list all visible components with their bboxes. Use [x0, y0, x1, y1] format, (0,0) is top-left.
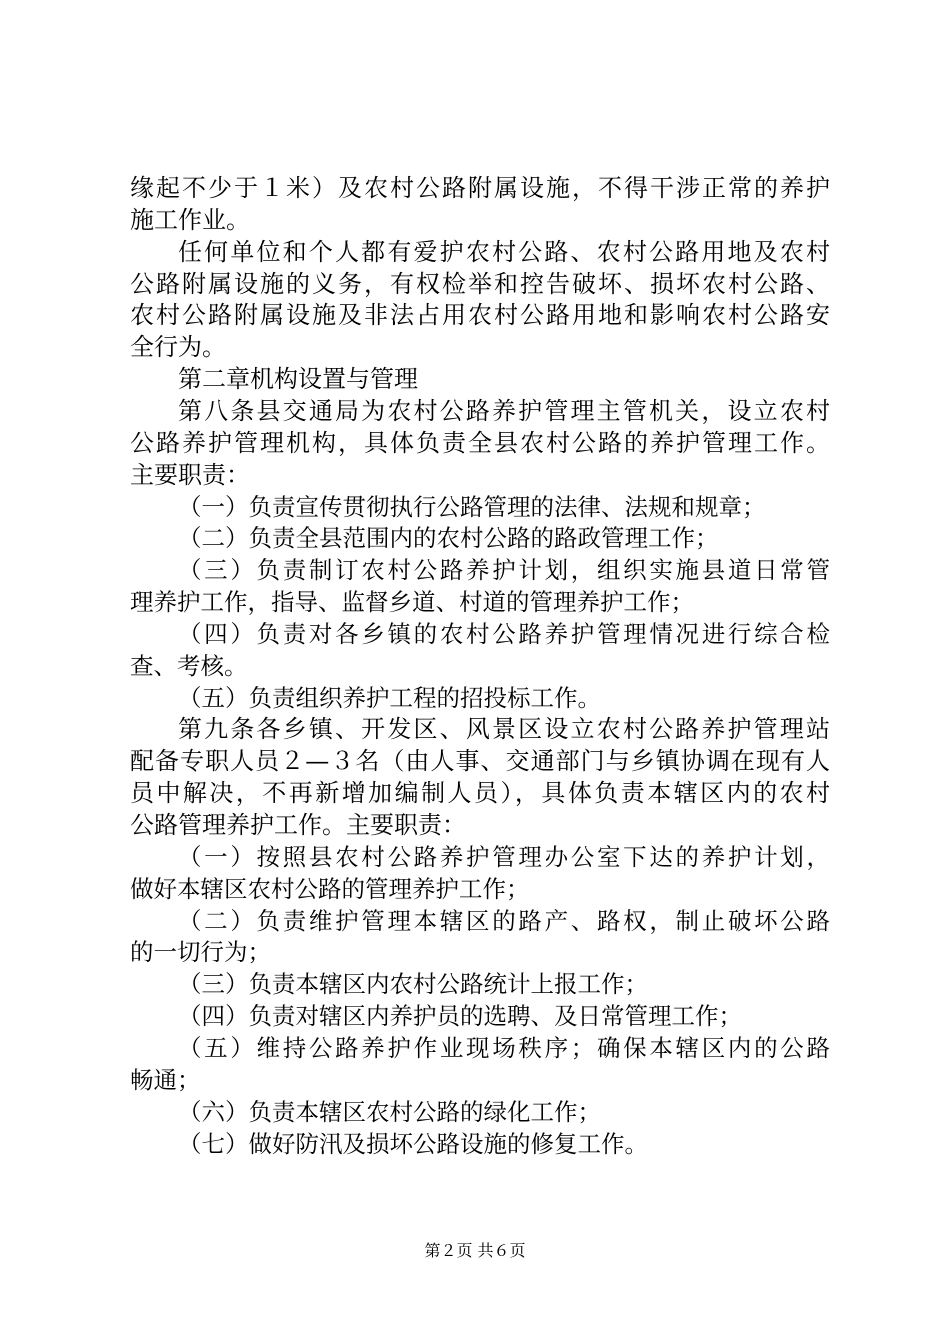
text-line: 缘起不少于１米）及农村公路附属设施，不得干涉正常的养护 [130, 174, 830, 202]
text-line: 农村公路附属设施及非法占用农村公路用地和影响农村公路安 [130, 301, 830, 330]
text-line: （五）负责组织养护工程的招投标工作。 [178, 683, 601, 712]
text-line: 员中解决，不再新增加编制人员），具体负责本辖区内的农村 [130, 779, 830, 808]
text-line: 公路管理养护工作。主要职责： [130, 811, 466, 839]
text-line: 第九条各乡镇、开发区、风景区设立农村公路养护管理站 [178, 715, 830, 744]
text-line: 的一切行为； [130, 938, 271, 967]
text-line: （四）负责对辖区内养护员的选聘、及日常管理工作； [178, 1002, 742, 1031]
text-line: 任何单位和个人都有爱护农村公路、农村公路用地及农村 [178, 237, 830, 266]
text-line: 全行为。 [130, 333, 226, 362]
text-line: 公路附属设施的义务，有权检举和控告破坏、损坏农村公路、 [130, 269, 830, 298]
text-line: 畅通； [130, 1065, 201, 1094]
text-line: 理养护工作，指导、监督乡道、村道的管理养护工作； [130, 588, 694, 617]
text-line: 主要职责： [130, 460, 250, 489]
text-line: （一）负责宣传贯彻执行公路管理的法律、法规和规章； [178, 492, 766, 521]
text-line: 配备专职人员２—３名（由人事、交通部门与乡镇协调在现有人 [130, 747, 830, 776]
text-line: （四）负责对各乡镇的农村公路养护管理情况进行综合检 [178, 619, 830, 648]
text-line: 施工作业。 [130, 205, 250, 234]
text-line: 查、考核。 [130, 651, 248, 680]
text-line: 做好本辖区农村公路的管理养护工作； [130, 874, 530, 903]
text-line: （六）负责本辖区农村公路的绿化工作； [178, 1097, 601, 1126]
text-line: 公路养护管理机构，具体负责全县农村公路的养护管理工作。 [130, 428, 830, 457]
page-footer: 第２页 共６页 [424, 1241, 526, 1260]
text-line: （二）负责维护管理本辖区的路产、路权，制止破坏公路 [178, 906, 830, 935]
text-line: （三）负责本辖区内农村公路统计上报工作； [178, 970, 648, 999]
text-line: （二）负责全县范围内的农村公路的路政管理工作； [178, 524, 719, 553]
text-line: 第八条县交通局为农村公路养护管理主管机关，设立农村 [178, 396, 830, 425]
text-line: （三）负责制订农村公路养护计划，组织实施县道日常管 [178, 556, 830, 585]
text-line: 第二章机构设置与管理 [178, 365, 418, 394]
text-line: （一）按照县农村公路养护管理办公室下达的养护计划， [178, 842, 830, 871]
text-line: （七）做好防汛及损坏公路设施的修复工作。 [178, 1129, 648, 1158]
text-line: （五）维持公路养护作业现场秩序；确保本辖区内的公路 [178, 1033, 830, 1062]
